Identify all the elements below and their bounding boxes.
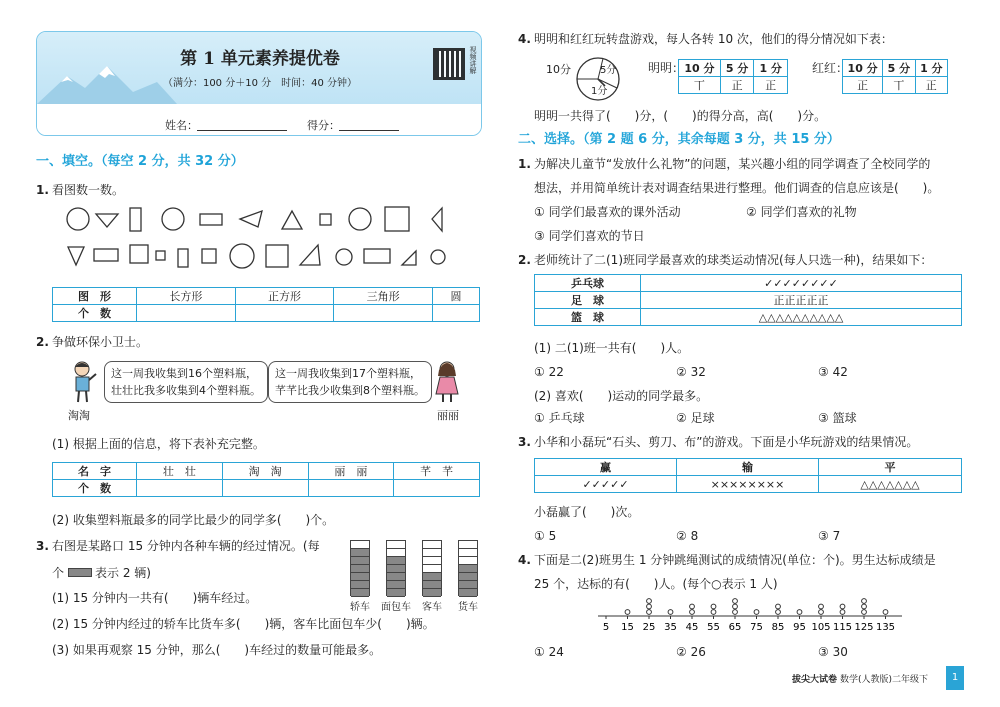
dotplot-tick-label: 105: [811, 622, 831, 633]
kid-left-name: 淘淘: [68, 409, 90, 422]
s2q1-line2: 想法，并用简单统计表对调查结果进行整理。他们调查的信息应该是( )。: [534, 181, 940, 195]
shape-triangle: [240, 211, 262, 227]
vehicle-cell: [423, 557, 441, 565]
speech-bubble-left: 这一周我收集到16个塑料瓶， 壮壮比我多收集到4个塑料瓶。: [104, 361, 268, 403]
table-header-cell: 丽 丽: [308, 463, 394, 480]
dotplot-tick-label: 5: [602, 622, 610, 633]
q3-line1: 右图是某路口 15 分钟内各种车辆的经过情况。(每: [52, 539, 320, 553]
vehicle-cell: [351, 541, 369, 549]
vehicle-cell: [459, 549, 477, 557]
s2q4-line2: 25 个，达标的有( )人。(每个○表示 1 人): [534, 577, 778, 591]
q3-line2a: 个: [52, 566, 65, 580]
dotplot-dot: [690, 610, 695, 615]
footer-brand: 拔尖大试卷: [792, 675, 838, 685]
answer-cell[interactable]: [137, 480, 223, 497]
vehicle-cell: [423, 541, 441, 549]
honghong-label: 红红：: [812, 61, 849, 75]
vehicle-cell: [423, 581, 441, 589]
vehicle-chart: [346, 536, 486, 614]
vehicle-cell: [459, 581, 477, 589]
page-number: 1: [951, 672, 959, 683]
vehicle-cell: [387, 557, 405, 565]
mingming-label: 明明：: [648, 61, 685, 75]
dotplot-tick-label: 135: [875, 622, 896, 633]
kid-right-name: 丽丽: [437, 409, 459, 422]
header-card: [36, 31, 482, 136]
dotplot-tick-label: 95: [793, 622, 806, 633]
option[interactable]: ③ 同学们喜欢的节日: [534, 229, 645, 243]
speech-bubble-right: 这一周我收集到17个塑料瓶， 芊芊比我少收集到8个塑料瓶。: [268, 361, 432, 403]
vehicle-label: 面包车: [381, 602, 411, 613]
spinner-label-10: 10分: [546, 63, 571, 76]
dotplot-dot: [668, 610, 673, 615]
rps-result-table: 赢 输 平 ✓✓✓✓✓ ×××××××× △△△△△△△: [534, 458, 962, 493]
dotplot-dot: [862, 599, 867, 604]
s2q3-number: 3.: [518, 435, 531, 449]
table-row-label: 个 数: [53, 305, 137, 322]
dotplot-dot: [862, 610, 867, 615]
table-header-cell: 长方形: [137, 288, 236, 305]
page-subtitle: （满分：100 分＋10 分 时间：40 分钟）: [162, 78, 358, 89]
q2-sub2: (2) 收集塑料瓶最多的同学比最少的同学多( )个。: [52, 513, 335, 527]
vehicle-cell: [423, 589, 441, 597]
shape-circle: [349, 208, 371, 230]
section-fill-title: 一、填空。（每空 2 分，共 32 分）: [36, 154, 244, 169]
vehicle-column: [422, 540, 442, 596]
mingming-score-table: 10 分 5 分 1 分 丅 正 正: [678, 59, 788, 94]
vehicle-column: [350, 540, 370, 596]
vehicle-cell: [351, 557, 369, 565]
s2q2-number: 2.: [518, 253, 531, 267]
option[interactable]: ③ 30: [818, 645, 848, 659]
dotplot-tick-label: 15: [621, 622, 634, 633]
dotplot-tick-label: 45: [685, 622, 699, 633]
shape-square: [266, 245, 288, 267]
vehicle-cell: [351, 549, 369, 557]
option[interactable]: ① 5: [534, 529, 557, 543]
q1-text: 看图数一数。: [52, 183, 125, 197]
ball-sports-tally-table: 乒乓球 ✓✓✓✓✓✓✓✓ 足 球 正正正正正 篮 球 △△△△△△△△△△: [534, 274, 962, 326]
shape-rectangle: [94, 249, 118, 261]
table-header-cell: 图 形: [53, 288, 137, 305]
dotplot-tick-label: 115: [832, 622, 853, 633]
shape-square: [130, 245, 148, 263]
spinner-label-5: 5分: [600, 65, 617, 76]
honghong-score-table: 10 分 5 分 1 分 正 丅 正: [842, 59, 948, 94]
answer-cell[interactable]: [235, 305, 334, 322]
q4-number: 4.: [518, 32, 531, 46]
dotplot-dot: [733, 604, 738, 609]
option[interactable]: ③ 7: [818, 529, 841, 543]
score-field[interactable]: [339, 130, 399, 131]
dotplot-dot: [862, 604, 867, 609]
shapes-figure: [60, 205, 450, 273]
shape-circle: [336, 249, 352, 265]
answer-cell[interactable]: [334, 305, 433, 322]
vehicle-cell: [459, 573, 477, 581]
shape-triangle: [68, 247, 84, 265]
dotplot-dot: [883, 610, 888, 615]
vehicle-cell: [387, 589, 405, 597]
dotplot-tick-label: 65: [728, 622, 742, 633]
dotplot-dot: [733, 599, 738, 604]
jump-rope-dot-plot: [596, 596, 906, 634]
girl-figure-icon: [432, 360, 462, 404]
s2q3-text: 小华和小磊玩“石头、剪刀、布”的游戏。下面是小华玩游戏的结果情况。: [534, 435, 919, 449]
q3-sub1: (1) 15 分钟内一共有( )辆车经过。: [52, 591, 258, 605]
answer-cell[interactable]: [308, 480, 394, 497]
q4-answer: 明明一共得了( )分，( )的得分高，高( )分。: [534, 109, 827, 123]
table-header-cell: 壮 壮: [137, 463, 223, 480]
shape-triangle: [300, 245, 320, 265]
vehicle-column: [458, 540, 478, 596]
s2q4-line1: 下面是二(2)班男生 1 分钟跳绳测试的成绩情况(单位：个)。男生达标成绩是: [534, 553, 936, 567]
shape-circle: [431, 250, 445, 264]
option[interactable]: ① 同学们最喜欢的课外活动: [534, 205, 681, 219]
option[interactable]: ② 32: [676, 365, 706, 379]
vehicle-label: 轿车: [350, 602, 370, 613]
dotplot-dot: [733, 610, 738, 615]
s2q2-sub1: (1) 二(1)班一共有( )人。: [534, 341, 690, 355]
q1-count-table: [52, 287, 480, 322]
dotplot-dot: [840, 610, 845, 615]
q2-sub1: (1) 根据上面的信息，将下表补充完整。: [52, 437, 265, 451]
shape-triangle: [432, 208, 442, 231]
dotplot-dot: [819, 610, 824, 615]
name-label: 姓名：: [165, 119, 198, 132]
shape-square: [202, 249, 216, 263]
dotplot-dot: [797, 610, 802, 615]
dotplot-dot: [647, 610, 652, 615]
unit-bar-icon: [68, 568, 92, 577]
s2q1-number: 1.: [518, 157, 531, 171]
option[interactable]: ② 足球: [676, 411, 715, 425]
q2-text: 争做环保小卫士。: [52, 335, 149, 349]
score-label: 得分：: [307, 119, 340, 132]
option[interactable]: ① 22: [534, 365, 564, 379]
q3-number: 3.: [36, 539, 49, 553]
q2-bottles-table: [52, 462, 480, 497]
dotplot-tick-label: 125: [854, 622, 874, 633]
vehicle-cell: [387, 541, 405, 549]
spinner-label-1: 1分: [591, 86, 608, 97]
table-row-label: 个 数: [53, 480, 137, 497]
vehicle-cell: [351, 573, 369, 581]
s2q2-text: 老师统计了二(1)班同学最喜欢的球类运动情况(每人只选一种)，结果如下：: [534, 253, 933, 267]
qr-label: 视频讲解: [469, 46, 477, 74]
s2q1-line1: 为解决儿童节“发放什么礼物”的问题，某兴趣小组的同学调查了全校同学的: [534, 157, 931, 171]
q4-text: 明明和红红玩转盘游戏，每人各转 10 次，他们的得分情况如下表：: [534, 32, 893, 46]
vehicle-label: 客车: [422, 602, 442, 613]
option[interactable]: ② 8: [676, 529, 699, 543]
vehicle-cell: [459, 541, 477, 549]
vehicle-column: [386, 540, 406, 596]
answer-cell[interactable]: [432, 305, 479, 322]
option[interactable]: ② 26: [676, 645, 706, 659]
shape-rectangle: [178, 249, 188, 267]
shape-triangle: [402, 251, 416, 265]
vehicle-cell: [387, 581, 405, 589]
option[interactable]: ② 同学们喜欢的礼物: [746, 205, 857, 219]
shape-circle: [230, 244, 254, 268]
shape-square: [320, 214, 331, 225]
dotplot-dot: [711, 610, 716, 615]
vehicle-cell: [423, 549, 441, 557]
section-choice-title: 二、选择。（第 2 题 6 分，其余每题 3 分，共 15 分）: [518, 132, 840, 147]
s2q2-sub2: (2) 喜欢( )运动的同学最多。: [534, 389, 709, 403]
dotplot-dot: [840, 604, 845, 609]
shape-rectangle: [130, 208, 141, 231]
dotplot-dot: [647, 599, 652, 604]
q3-sub2: (2) 15 分钟内经过的轿车比货车多( )辆，客车比面包车少( )辆。: [52, 617, 435, 631]
q3-line2b: 表示 2 辆): [95, 566, 151, 580]
table-header-cell: 名 字: [53, 463, 137, 480]
boy-figure-icon: [68, 360, 98, 404]
vehicle-cell: [387, 565, 405, 573]
dotplot-tick-label: 25: [642, 622, 656, 633]
vehicle-cell: [351, 581, 369, 589]
qr-code-icon: [433, 48, 465, 80]
q2-number: 2.: [36, 335, 49, 349]
dotplot-tick-label: 55: [707, 622, 720, 633]
dotplot-dot: [647, 604, 652, 609]
s2q3-answer: 小磊赢了( )次。: [534, 505, 640, 519]
dotplot-dot: [711, 604, 716, 609]
table-header-cell: 三角形: [334, 288, 433, 305]
footer-subject: 数学(人教版)二年级下: [840, 675, 929, 685]
option[interactable]: ③ 篮球: [818, 411, 857, 425]
dotplot-tick-label: 35: [664, 622, 677, 633]
table-header-cell: 芊 芊: [394, 463, 480, 480]
vehicle-cell: [459, 557, 477, 565]
answer-cell[interactable]: [394, 480, 480, 497]
dotplot-dot: [625, 610, 630, 615]
shape-square: [385, 207, 409, 231]
table-header-cell: 淘 淘: [222, 463, 308, 480]
name-field[interactable]: [197, 130, 287, 131]
dotplot-tick-label: 85: [771, 622, 785, 633]
dotplot-dot: [819, 604, 824, 609]
shape-triangle: [96, 214, 118, 227]
vehicle-cell: [387, 549, 405, 557]
vehicle-cell: [459, 565, 477, 573]
vehicle-label: 货车: [458, 602, 478, 613]
dotplot-tick-label: 75: [750, 622, 763, 633]
table-header-cell: 圆: [432, 288, 479, 305]
vehicle-cell: [351, 589, 369, 597]
vehicle-cell: [423, 565, 441, 573]
option[interactable]: ① 乒乓球: [534, 411, 585, 425]
shape-rectangle: [200, 214, 222, 225]
q3-sub3: (3) 如果再观察 15 分钟，那么( )车经过的数量可能最多。: [52, 643, 382, 657]
dotplot-dot: [776, 604, 781, 609]
dotplot-dot: [776, 610, 781, 615]
page-title: 第 1 单元素养提优卷: [180, 49, 340, 69]
dotplot-dot: [754, 610, 759, 615]
option[interactable]: ① 24: [534, 645, 564, 659]
shape-circle: [162, 208, 184, 230]
shape-circle: [67, 208, 89, 230]
vehicle-cell: [351, 565, 369, 573]
vehicle-cell: [423, 573, 441, 581]
dotplot-dot: [690, 604, 695, 609]
shape-square: [156, 251, 165, 260]
shape-rectangle: [364, 249, 390, 263]
option[interactable]: ③ 42: [818, 365, 848, 379]
shape-triangle: [282, 211, 302, 229]
answer-cell[interactable]: [222, 480, 308, 497]
s2q4-number: 4.: [518, 553, 531, 567]
answer-cell[interactable]: [137, 305, 236, 322]
vehicle-cell: [387, 573, 405, 581]
table-header-cell: 正方形: [235, 288, 334, 305]
vehicle-cell: [459, 589, 477, 597]
q1-number: 1.: [36, 183, 49, 197]
